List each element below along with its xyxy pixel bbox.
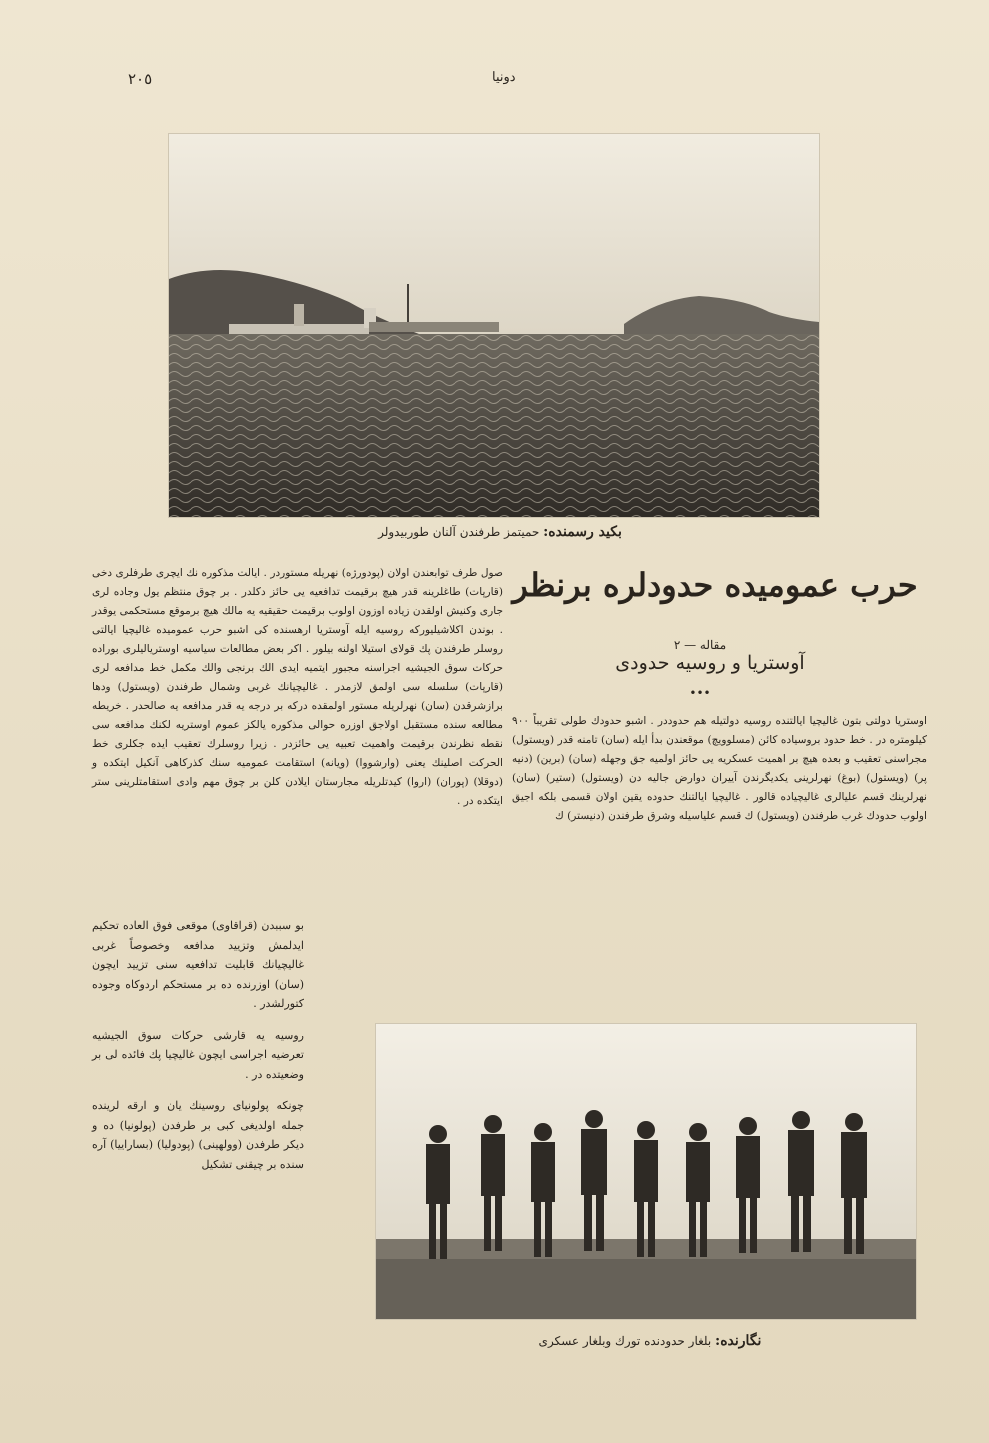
narrow-paragraph: روسیه یه قارشی حركات سوق الجیشیه تعرضیه اجراسی ایچون غالیچیا پك فائده لی بر وضعیتده در .	[92, 1028, 304, 1081]
article-number: مقاله — ٢	[673, 638, 727, 652]
soldiers-illustration	[376, 1024, 916, 1319]
top-photo-caption	[300, 524, 700, 540]
torpedo-boats-photo	[168, 133, 820, 518]
bottom-photo-caption	[440, 1333, 860, 1349]
narrow-paragraph: بو سببدن (قراقاوی) موقعی فوق العاده تحكیم ایدلمش وتزیید مدافعه وخصوصاً غربی غالیچیانك قابلیت تدافعیه سنی تزیید ایچون (سان) اوزرنده ده بر مستحكم اردوكاه وجوده كتورلشدر .	[92, 919, 304, 1010]
narrow-paragraph: چونكه پولونیای روسینك یان و ارقه لرینده جمله اولدیغی كبی بر طرفدن (پولونیا) ده و دیكر طرفدن (وولهینی) (پودولیا) (بساراییا) آره سنده بر چیقنی تشكیل	[92, 1099, 304, 1171]
bottom-caption-label: نگارنده:	[715, 1333, 762, 1349]
ornament-divider: •••	[689, 686, 711, 700]
narrow-column	[92, 916, 304, 1336]
torpedo-boats-illustration	[169, 134, 819, 517]
bottom-caption-text: بلغار حدودنده تورك وبلغار عسکری	[538, 1334, 712, 1348]
right-column-text: اوستریا دولتی بتون غالیچیا ایالتنده روسیه دولتیله هم حدوددر . اشبو حدودك طولی تقریباً ٩٠٠ كیلومتره در . خط حدود بروسیاده كائن (مسلوویچ) موقعندن بدأ ایله (سان) تامنه قدر (ویستول) مجراسنی تعقیب و بعده هیچ بر اهمیت عسكریه یی حائز اولمیه جق وجهله (سان) (برین) (دنیه پر) (ویستول) (بوغ) نهرلرینی یكدیگرندن آییران دوارض جالیه دن (ویستول) (ستیر) (سان) نهرلرینك قسم علیالری غالیچیاده قالور . غالیچیا ایالتنك حدوده یقین اولان قسمی بلكه اجیق اولوب حدودك غرب طرفندن (ویستول) ك قسم علیاسیله وشرق طرفندن (دنیستر) ك	[512, 715, 927, 822]
article-headline: حرب عمومیده حدودلره برنظر	[512, 566, 918, 604]
top-caption-label: بکید رسمنده:	[543, 524, 622, 540]
journal-title: دونیا	[492, 70, 516, 85]
page-number: ٢٠٥	[128, 70, 153, 88]
top-caption-text: حمیتمز طرفندن آلنان طوربیدولر	[378, 525, 540, 539]
left-column-text: صول طرف توابعندن اولان (پودورژه) نهریله مستوردر . ایالت مذكوره نك ایچری طرفلری دخی (قارپات) طاغلرینه قدر هیچ برقیمت تدافعیه یی حائز دكلدر . بر چوق منتظم یول وجاده لری جاری وكنیش اولقدن زیاده اوزون اولوب برقیمت حقیقیه یه مالك هیچ برموقع مستحكمی یوقدر . بوندن اكلاشیلیوركه روسیه ایله آوستریا ارهسنده كی اشبو حرب عمومیده غالیچیا ایالتی روسلر طرفندن پك قولای استیلا اولنه بیلور . اكر بعض مطالعات سیاسیه اوستریالیلری بوراده حركات سوق الجیشیه اجراسنه مجبور ایتمیه ایدی الك برنجی والك مكمل خط مدافعه لری (قارپات) سلسله سی اولمق لازمدر . غالیچیانك غربی وشمال طرفندن (ویستول) ودها برازشرقدن (سان) نهرلریله مستور اولمقده دركه بر درجه یه قدر مدافعه یه صالحدر . خریطه مطالعه سنده مستقبل اولاجق اوزره حوالی مذكوره یالكز عموم اوستریه لكنك مدافعه سی نقطه نظرندن برقیمت واهمیت تعبیه یی حائزدر . زیرا روسلرك تعقیب ایده جكلری خط الحركت اصلینك یعنی (وارشووا) (ویانه) استقامت عمومیه سنك كذركاهی آنكیل ایتكده و (دوقلا) (پوران) (اروا) كیدتلریله مجارستان ایلادن كلن بر چوق مهم وادی استقامتلرینی ستر ایتكده در .	[92, 567, 503, 807]
article-subheading: آوستریا و روسیه حدودی	[615, 652, 805, 674]
soldiers-photo	[375, 1023, 917, 1320]
